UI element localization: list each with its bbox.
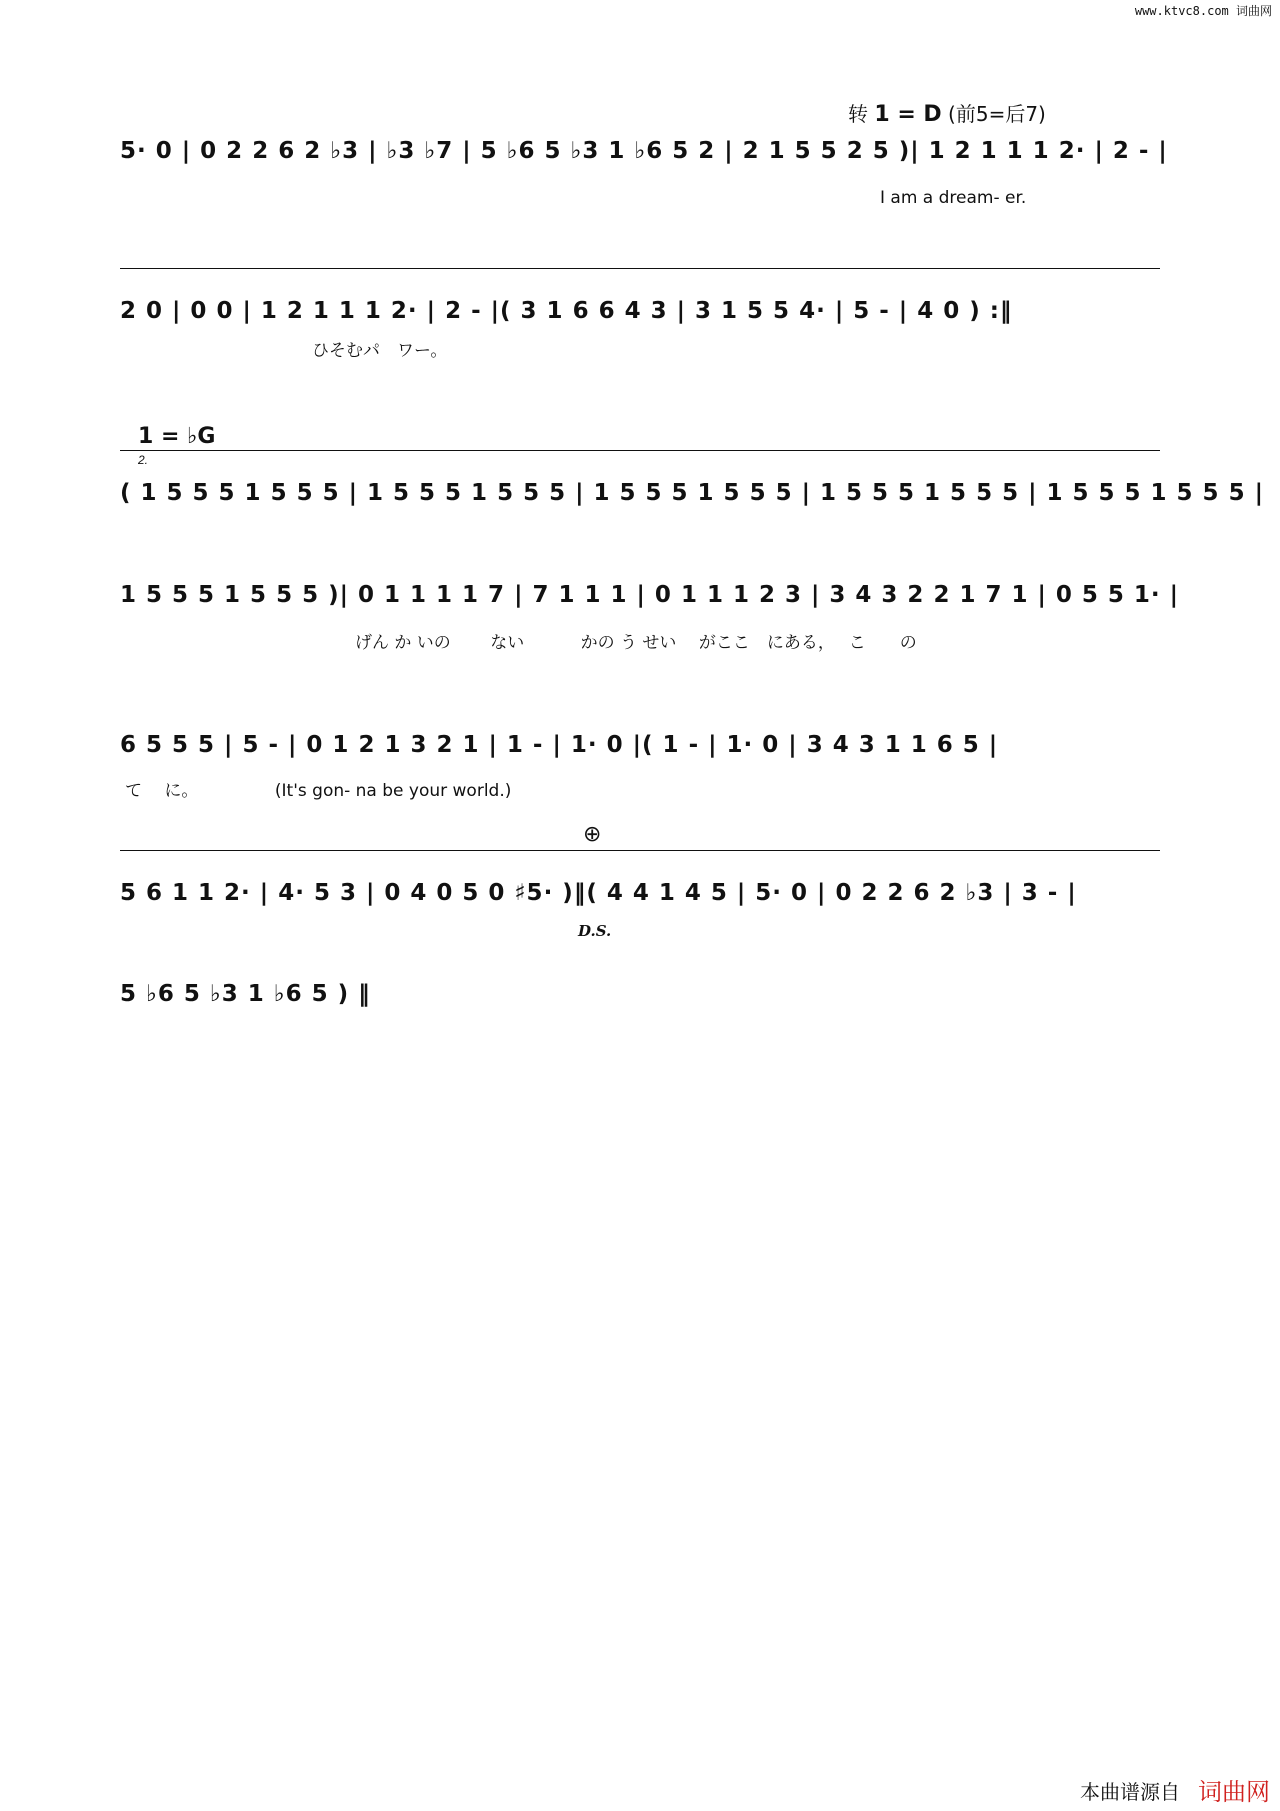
site-header: www.ktvc8.com 词曲网: [1134, 4, 1272, 18]
key-change-key: 1 = ♭G: [138, 424, 216, 449]
footer-source-label: 本曲谱源自: [1080, 1780, 1180, 1804]
notes-line: 1 5 5 5 1 5 5 5 )| 0 1 1 1 1 7 | 7 1 1 1 | 0 1 1 1 2 3 | 3 4 3 2 2 1 7 1 | 0 5 5 1· |: [120, 582, 1180, 608]
volta-line: [120, 450, 1160, 451]
notes-line: ( 1 5 5 5 1 5 5 5 | 1 5 5 5 1 5 5 5 | 1 5 5 5 1 5 5 5 | 1 5 5 5 1 5 5 5 | 1 5 5 5 1 5 5 5 |: [120, 480, 1264, 506]
score-system-2: [120, 268, 1160, 361]
score-system-6: [120, 850, 1160, 940]
ds-mark: D.S.: [578, 922, 612, 940]
notes-line: 2 0 | 0 0 | 1 2 1 1 1 2· | 2 - |( 3 1 6 6 4 3 | 3 1 5 5 4· | 5 - | 4 0 ) :‖: [120, 298, 1013, 324]
coda-icon: ⊕: [583, 822, 602, 847]
lyrics-line: ひそむパ ワー。: [312, 341, 448, 361]
score-system-4: [120, 560, 1180, 660]
score-system-7: [120, 975, 1160, 1035]
volta-2-label: 2.: [138, 453, 149, 467]
slur-line: [120, 850, 1160, 851]
notes-line: 6 5 5 5 | 5 - | 0 1 2 1 3 2 1 | 1 - | 1· 0 |( 1 - | 1· 0 | 3 4 3 1 1 6 5 |: [120, 732, 999, 758]
notes-line: 5· 0 | 0 2 2 6 2 ♭3 | ♭3 ♭7 | 5 ♭6 5 ♭3 1 ♭6 5 2 | 2 1 5 5 2 5 )| 1 2 1 1 1 2· | 2 - |: [120, 138, 1168, 164]
notes-line: 5 6 1 1 2· | 4· 5 3 | 0 4 0 5 0 ♯5· )‖( 4 4 1 4 5 | 5· 0 | 0 2 2 6 2 ♭3 | 3 - |: [120, 880, 1077, 906]
lyrics-line: て に。 (It's gon- na be your world.): [125, 781, 512, 801]
key-change-prefix: 转: [848, 102, 868, 126]
lyrics-line: げん か いの ない かの う せい がここ にある， こ の: [355, 633, 917, 653]
key-change-key: 1 = D: [874, 102, 942, 127]
slur-line: [120, 268, 1160, 269]
notes-line: 5 ♭6 5 ♭3 1 ♭6 5 ) ‖: [120, 981, 371, 1007]
lyrics-line: I am a dream- er.: [880, 188, 1027, 208]
key-change-gb: [138, 424, 216, 449]
score-system-3: [120, 450, 1264, 530]
footer-brand[interactable]: 词曲网: [1198, 1778, 1270, 1806]
score-system-5: [120, 710, 1160, 810]
key-change-note: (前5=后7): [948, 102, 1046, 126]
score-system-1: [120, 118, 1168, 208]
